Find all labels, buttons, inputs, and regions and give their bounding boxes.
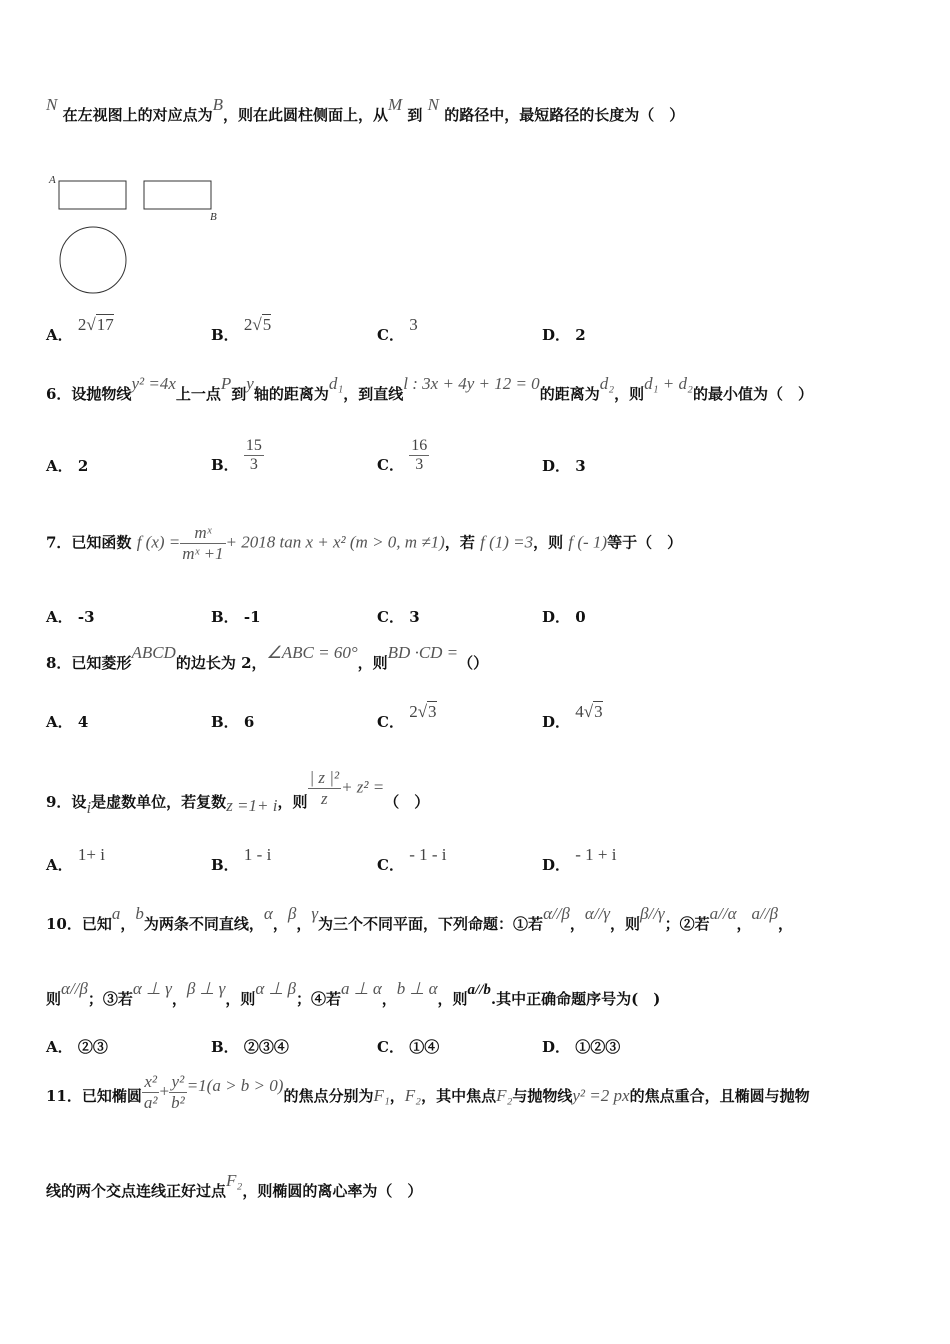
q9-option-c[interactable]: C． - 1 - i xyxy=(377,845,447,874)
q9-stem: 9．设i是虚数单位，若复数z =1+ i，则 $\frac{\text{| z |²}}{z}$ + z² =（ ） xyxy=(46,768,430,817)
q6-option-d[interactable]: D． 3 xyxy=(542,457,586,475)
figure-label-a: A xyxy=(49,174,56,186)
cylinder-three-view-figure xyxy=(46,170,236,300)
q10-option-d[interactable]: D． ①②③ xyxy=(542,1038,621,1056)
q11-stem-line1: 11．已知椭圆 $\frac{\text{x²}}{\text{a²}}$ + $\frac{\text{y²}}{\text{b²}}$ =1(a > b > 0)的焦点分别为F₁，F₂，其中焦点F₂与抛物线y² =2 px的焦点重合，且椭圆与抛物 xyxy=(46,1072,810,1112)
q9-option-a[interactable]: A． 1+ i xyxy=(46,845,105,874)
q10-stem-line2: 则α//β；③若α ⊥ γ，β ⊥ γ，则α ⊥ β；④若a ⊥ α，b ⊥ α，则a//b.其中正确命题序号为( ) xyxy=(46,979,661,1008)
q7-stem: 7．已知函数 f (x) = $\frac{\text{mˣ}}{\text{mˣ +1}}$ + 2018 tan x + x² (m > 0, m ≠1)，若 f (1) =3，则 f (- 1)等于（ ） xyxy=(46,523,683,563)
q9-option-d[interactable]: D． - 1 + i xyxy=(542,845,617,874)
q5-option-a[interactable]: A． 2√17 xyxy=(46,315,114,344)
q5-stem: N 在左视图上的对应点为B，则在此圆柱侧面上，从M 到 N 的路径中，最短路径的长度为（ ） xyxy=(46,95,685,124)
q7-option-c[interactable]: C． 3 xyxy=(377,608,420,626)
q10-option-a[interactable]: A． ②③ xyxy=(46,1038,108,1056)
q6-option-a[interactable]: A． 2 xyxy=(46,457,89,475)
front-view-rect xyxy=(59,181,126,209)
q5-option-c[interactable]: C． 3 xyxy=(377,315,418,344)
q10-option-b[interactable]: B． ②③④ xyxy=(211,1038,289,1056)
var-n: N xyxy=(46,95,58,114)
q10-option-c[interactable]: C． ①④ xyxy=(377,1038,440,1056)
q7-option-a[interactable]: A． -3 xyxy=(46,608,95,626)
side-view-rect xyxy=(144,181,211,209)
q6-option-c[interactable]: C． $\frac{16}{3}$ xyxy=(377,437,428,474)
q6-option-b[interactable]: B． $\frac{15}{3}$ xyxy=(211,437,262,474)
q5-option-d[interactable]: D． 2 xyxy=(542,326,586,344)
q7-option-b[interactable]: B． -1 xyxy=(211,608,261,626)
q8-stem: 8．已知菱形ABCD的边长为 2，∠ABC = 60°，则BD ·CD =（） xyxy=(46,643,489,672)
q8-option-c[interactable]: C． 2√3 xyxy=(377,702,437,731)
q7-option-d[interactable]: D． 0 xyxy=(542,608,586,626)
q8-option-a[interactable]: A． 4 xyxy=(46,713,89,731)
q5-option-b[interactable]: B． 2√5 xyxy=(211,315,272,344)
q9-option-b[interactable]: B． 1 - i xyxy=(211,845,272,874)
top-view-circle xyxy=(60,227,126,293)
q11-stem-line2: 线的两个交点连线正好过点F₂，则椭圆的离心率为（ ） xyxy=(46,1171,423,1200)
q10-stem-line1: 10．已知a，b为两条不同直线，α，β，γ为三个不同平面，下列命题：①若α//β，α//γ，则β//γ；②若a//α，a//β， xyxy=(46,904,793,933)
q6-stem: 6．设抛物线y² =4x上一点P到y轴的距离为d₁，到直线l : 3x + 4y + 12 = 0的距离为d₂，则d₁ + d₂的最小值为（ ） xyxy=(46,374,813,403)
q8-option-b[interactable]: B． 6 xyxy=(211,713,255,731)
q8-option-d[interactable]: D． 4√3 xyxy=(542,702,603,731)
figure-label-b: B xyxy=(210,211,217,223)
